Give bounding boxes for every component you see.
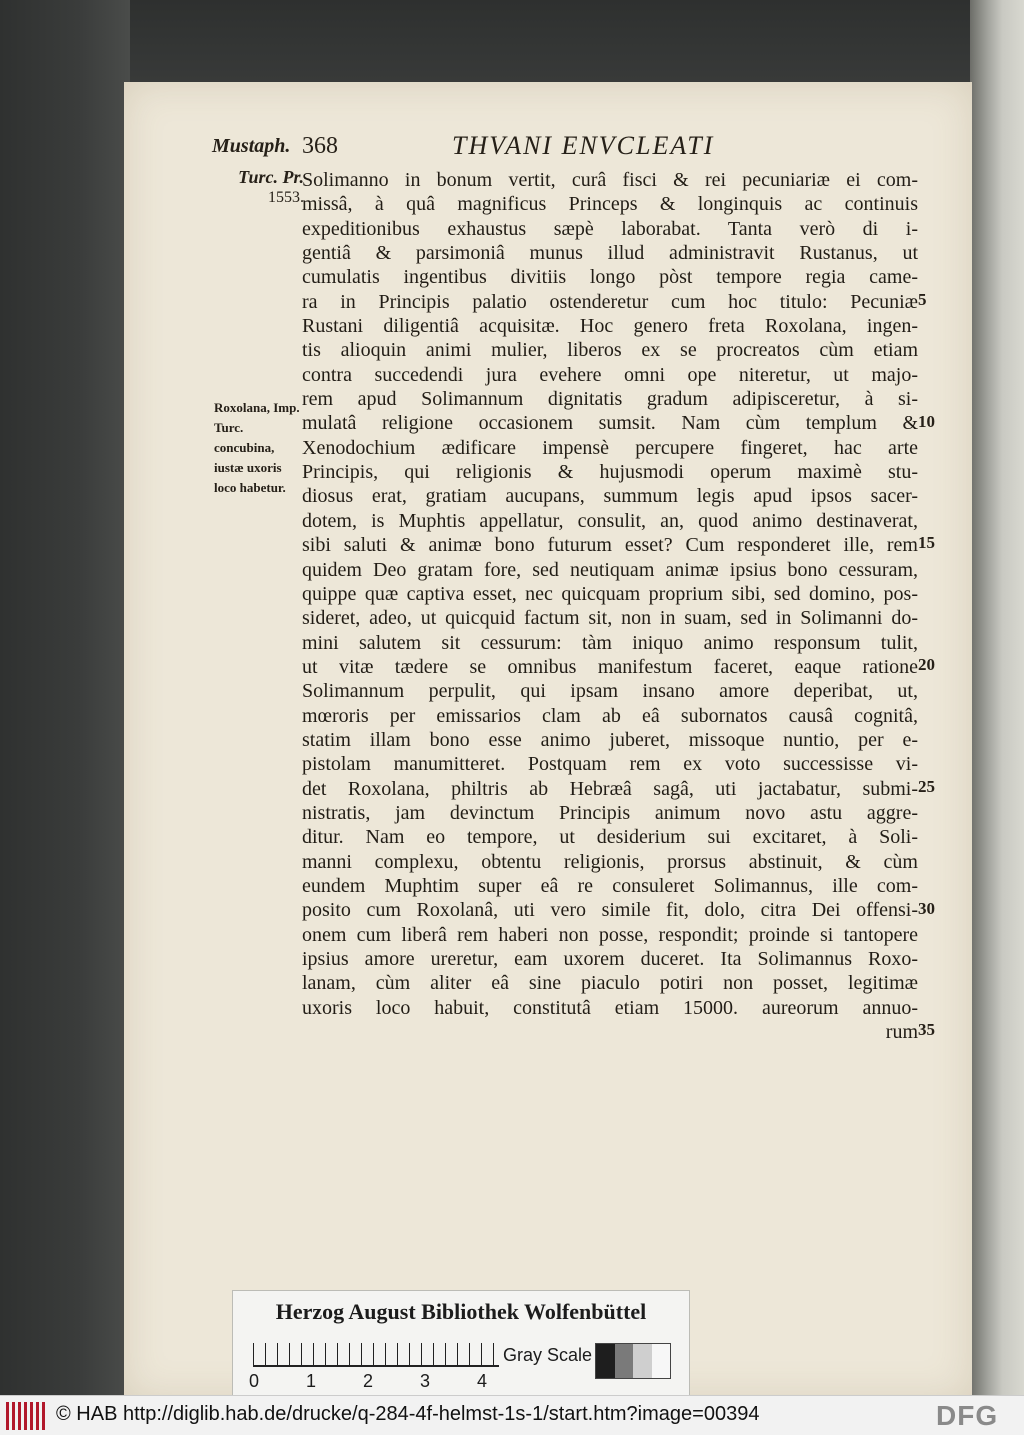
line-number: 5	[918, 289, 927, 309]
scan-background-left	[0, 0, 130, 1395]
text-line: manni complexu, obtentu religionis, prorsus abstinuit, & cùm	[302, 850, 918, 873]
text-line: cumulatis ingentibus divitiis longo pòst tempore regia came-	[302, 266, 918, 289]
text-line: uxoris loco habuit, constitutâ etiam 15000. aureorum annuo-	[302, 996, 918, 1019]
gray-patch	[652, 1344, 671, 1378]
text-line: missâ, à quâ magnificus Princeps & longinquis ac continuis	[302, 193, 918, 216]
text-line: nistratis, jam devinctum Principis animum novo astu aggre-	[302, 801, 918, 824]
margin-note: Roxolana, Imp. Turc. concubina, iustæ uxoris loco habetur.	[214, 400, 300, 495]
gray-patch	[596, 1344, 615, 1378]
scan-background-right	[970, 0, 1024, 1395]
ruler-number: 4	[477, 1371, 488, 1391]
text-line: ipsius amore ureretur, eam uxorem duceret. Ita Solimannus Roxo-	[302, 948, 918, 970]
ruler	[253, 1343, 499, 1367]
text-line: ditur. Nam eo tempore, ut desiderium sui excitaret, à Soli-	[302, 826, 918, 849]
text-line: diosus erat, gratiam aucupans, summum legis apud ipsos sacer-	[302, 485, 918, 508]
text-line: mini salutem sit cessurum: tàm iniquo animo responsum tulit,	[302, 631, 918, 654]
ruler-number: 2	[363, 1371, 374, 1391]
margin-turc: Turc. Pr.	[238, 167, 304, 187]
text-line: dotem, is Muphtis appellatur, consulit, an, quod animo destinaverat,	[302, 509, 918, 532]
text-line: Rustani diligentiâ acquisitæ. Hoc genero freta Roxolana, ingen-	[302, 315, 918, 338]
text-line: sibi saluti & animæ bono futurum esset? Cum responderet ille, rem	[302, 534, 918, 557]
text-line: onem cum liberâ rem haberi non posse, respondit; proinde si tantopere	[302, 923, 918, 946]
text-line: mœroris per emissarios clam ab eâ subornatos causâ cognitâ,	[302, 704, 918, 727]
gray-patch	[633, 1344, 652, 1378]
text-line: Xenodochium ædificare impensè percupere fingeret, hac arte	[302, 436, 918, 459]
text-line: contra succedendi jura evehere omni ope niteretur, ut majo-	[302, 363, 918, 386]
line-number: 20	[918, 655, 935, 674]
scan-background-top	[0, 0, 1024, 82]
text-line: ut vitæ tædere se omnibus manifestum faceret, eaque ratione	[302, 655, 918, 678]
ruler-numbers	[249, 1371, 509, 1389]
text-line: eundem Muphtim super eâ re consuleret Solimannus, ille com-	[302, 874, 918, 897]
text-line: ra in Principis palatio ostenderetur cum hoc titulo: Pecuniæ	[302, 290, 918, 313]
text-line: lanam, cùm aliter eâ sine piaculo potiri non posset, legitimæ	[302, 972, 918, 995]
ruler-number: 1	[306, 1371, 317, 1391]
text-line: posito cum Roxolanâ, uti vero simile fit, dolo, citra Dei offensi-	[302, 899, 918, 922]
gray-scale-patches	[595, 1343, 671, 1379]
viewer-footer	[0, 1395, 1024, 1435]
hab-logo-icon	[6, 1402, 46, 1430]
text-line: sideret, adeo, ut quicquid factum sit, non in suam, sed in Solimanni do-	[302, 607, 918, 630]
text-line: quippe quæ captiva esset, nec quicquam proprium sibi, sed domino, pos-	[302, 582, 918, 605]
text-line: rem apud Solimannum dignitatis gradum adipisceretur, à si-	[302, 388, 918, 411]
color-target-card	[232, 1290, 690, 1396]
line-number: 35	[918, 1020, 935, 1040]
text-line: Solimanno in bonum vertit, curâ fisci & rei pecuniariæ ei com-	[302, 169, 918, 191]
text-line: expeditionibus exhaustus sæpè laborabat. Tanta verò di i-	[302, 217, 918, 240]
text-line: Solimannum perpulit, qui ipsam insano amore deperibat, ut,	[302, 680, 918, 703]
ruler-number: 0	[249, 1371, 260, 1391]
line-number: 30	[918, 898, 935, 918]
page-title: THVANI ENVCLEATI	[452, 131, 715, 160]
text-line: Principis, qui religionis & hujusmodi operum maximè stu-	[302, 461, 918, 484]
running-head-margin: Mustaph.	[212, 135, 291, 157]
copyright-link[interactable]: © HAB http://diglib.hab.de/drucke/q-284-4f-helmst-1s-1/start.htm?image=00394	[56, 1403, 760, 1425]
margin-year: 1553.	[268, 189, 304, 206]
line-number: 25	[918, 776, 935, 796]
dfg-logo: DFG	[936, 1400, 999, 1431]
gray-patch	[615, 1344, 634, 1378]
line-number: 15	[918, 533, 935, 553]
text-line: rum	[885, 1021, 918, 1044]
text-line: gentiâ & parsimoniâ munus illud administravit Rustanus, ut	[302, 242, 918, 265]
text-line: quidem Deo gratam fore, sed neutiquam animæ ipsius bono cessuram,	[302, 558, 918, 581]
text-line: mulatâ religione occasionem sumsit. Nam cùm templum &	[302, 412, 918, 435]
page-number: 368	[302, 133, 338, 159]
text-line: pistolam manumitteret. Postquam rem ex voto successisse vi-	[302, 753, 918, 776]
line-number: 10	[918, 411, 935, 431]
text-line: statim illam bono esse animo juberet, missoque nuntio, per e-	[302, 728, 918, 751]
margin-top-notes	[212, 166, 304, 205]
text-line: tis alioquin animi mulier, liberos ex se procreatos cùm etiam	[302, 339, 918, 362]
gray-scale-label: Gray Scale	[503, 1345, 593, 1365]
library-name: Herzog August Bibliothek Wolfenbüttel	[275, 1299, 647, 1324]
body-text	[302, 168, 918, 1044]
text-line: det Roxolana, philtris ab Hebræâ sagâ, uti jactabatur, submi-	[302, 777, 918, 800]
ruler-number: 3	[420, 1371, 431, 1391]
